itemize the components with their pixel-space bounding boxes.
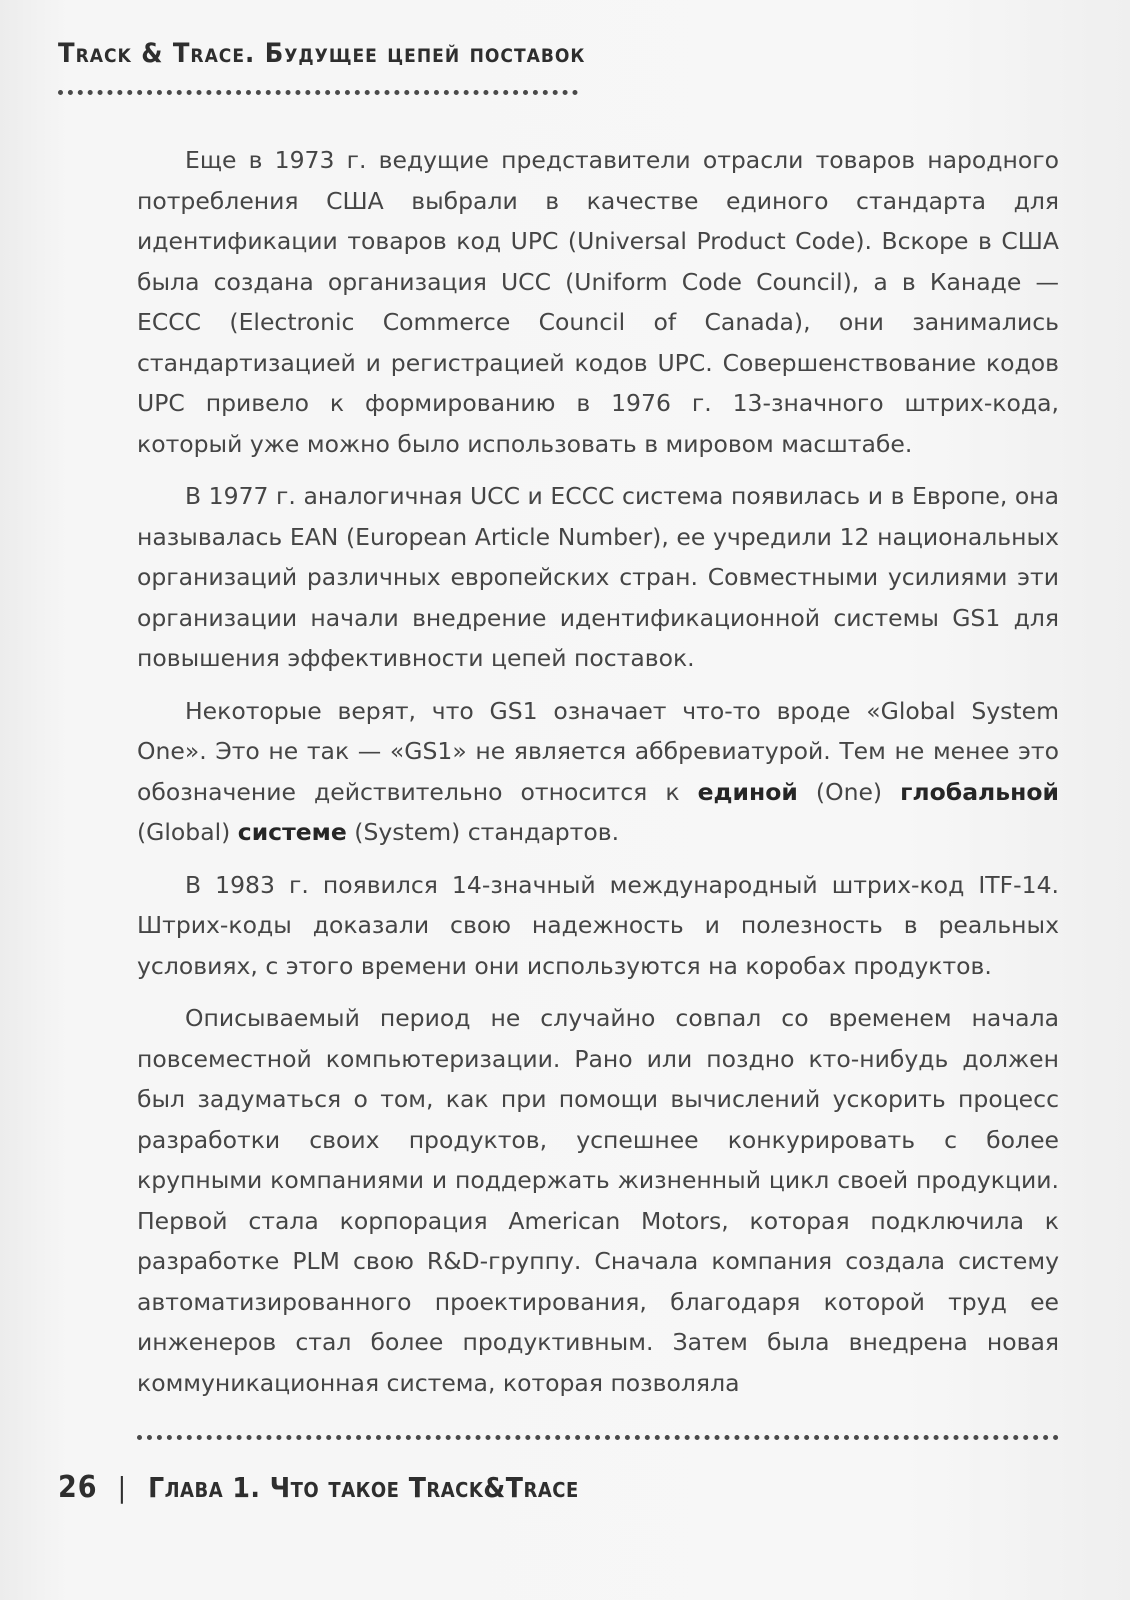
running-header-title: Track & Trace. Будущее цепей поставок <box>58 38 586 69</box>
page-footer <box>58 1470 579 1505</box>
text-segment: Некоторые верят, что GS1 означает что-то вроде «Global System One». Это не так — «GS1» не является аббревиатурой. Тем не менее это обозначение действительно относится к <box>137 696 1059 806</box>
paragraph <box>137 998 1059 1403</box>
text-segment: (Global) <box>137 818 238 846</box>
text-segment: (System) стандартов. <box>346 818 620 846</box>
paragraph <box>137 691 1059 853</box>
header-dotted-rule <box>58 90 578 95</box>
page-number: 26 <box>58 1470 98 1505</box>
footer-dotted-rule <box>137 1435 1059 1440</box>
paragraph <box>137 476 1059 679</box>
body-text <box>137 140 1059 1415</box>
bold-term: единой <box>697 777 798 806</box>
text-segment: Еще в 1973 г. ведущие представители отрасли товаров народного потребления США выбрали в качестве единого стандарта для идентификации товаров код UPC (Universal Product Code). Вскоре в США была создана организация UCC (Uniform Code Council), а в Канаде — ECCC (Electronic Commerce Council of Canada), они занимались стандартизацией и регистрацией кодов UPC. Совершенствование кодов UPC привело к формированию в 1976 г. 13-значного штрих-кода, который уже можно было использовать в мировом масштабе. <box>137 146 1059 458</box>
paragraph <box>137 865 1059 987</box>
chapter-title: Глава 1. Что такое Track&Trace <box>148 1471 579 1504</box>
text-segment: В 1983 г. появился 14-значный международный штрих-код ITF-14. Штрих-коды доказали свою надежность и полезность в реальных условиях, с этого времени они используются на коробах продуктов. <box>137 870 1059 980</box>
bold-term: системе <box>237 818 347 846</box>
paragraph <box>137 140 1059 464</box>
text-segment: (One) <box>797 777 901 806</box>
bold-term: глобальной <box>900 777 1059 806</box>
footer-separator: | <box>117 1471 127 1504</box>
text-segment: Описываемый период не случайно совпал со временем начала повсеместной компьютеризации. Рано или поздно кто-нибудь должен был задуматься о том, как при помощи вычислений ускорить процесс разработки своих продуктов, успешнее конкурировать с более крупными компаниями и поддержать жизненный цикл своей продукции. Первой стала корпорация American Motors, которая подключила к разработке PLM свою R&D-группу. Сначала компания создала систему автоматизированного проектирования, благодаря которой труд ее инженеров стал более продуктивным. Затем была внедрена новая коммуникационная система, которая позволяла <box>137 1004 1059 1397</box>
text-segment: В 1977 г. аналогичная UCC и ECCC система появилась и в Европе, она называлась EAN (European Article Number), ее учредили 12 национальных организаций различных европейских стран. Совместными усилиями эти организации начали внедрение идентификационной системы GS1 для повышения эффективности цепей поставок. <box>137 482 1059 672</box>
